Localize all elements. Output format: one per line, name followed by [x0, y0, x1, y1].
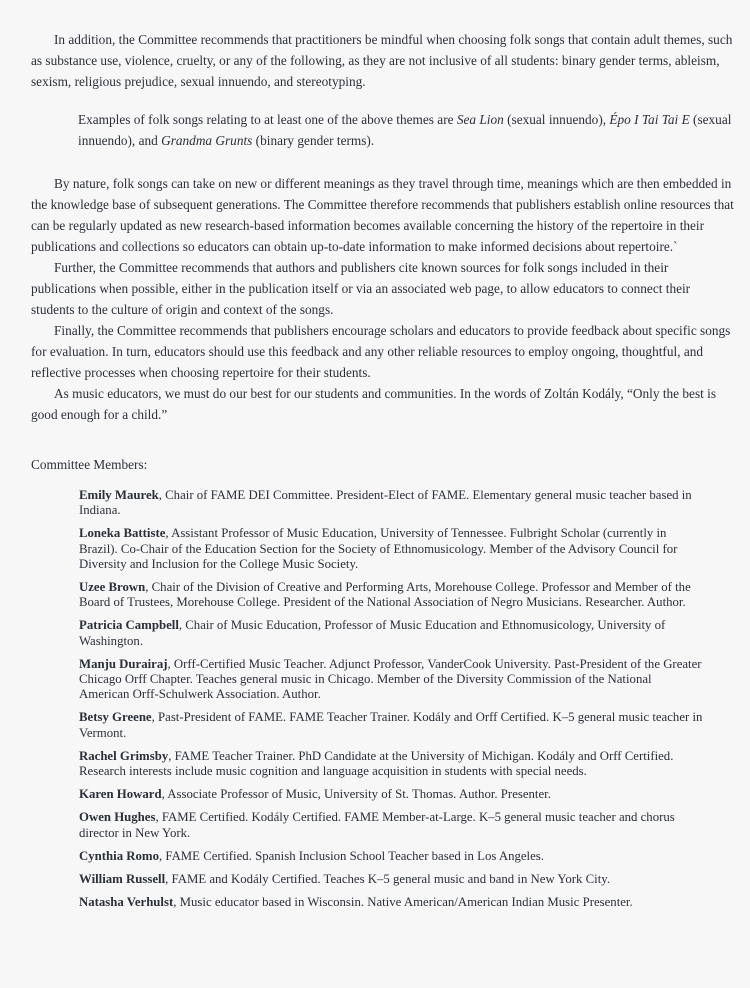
- member-name: William Russell: [79, 872, 166, 887]
- member-entry: [79, 618, 704, 648]
- example-mid2: (sexual innuendo), and: [78, 112, 732, 148]
- member-entry: [79, 849, 704, 864]
- member-name: Cynthia Romo: [79, 848, 159, 863]
- song-title-sea-lion: Sea Lion: [456, 112, 504, 127]
- member-entry: [79, 895, 704, 910]
- member-name: Rachel Grimsby: [79, 748, 169, 763]
- paragraph-adult-themes: In addition, the Committee recommends that practitioners be mindful when choosing folk songs that contain adult themes, such as substance use, violence, cruelty, or any of the following, as they are not inclusive of all students: binary gender terms, ableism, sexism, religious prejudice, sexual innuendo, and stereotyping.: [31, 32, 733, 89]
- member-name: Loneka Battiste: [79, 526, 166, 541]
- paragraph-meanings: By nature, folk songs can take on new or different meanings as they travel through time, meanings which are then embedded in the knowledge base of subsequent generations. The Committee therefore recommends that publishers establish online resources that can be regularly updated as new research-based information becomes available concerning the history of the repertoire in their publications and collections so educators can obtain up-to-date information to make informed decisions about repertoire.`: [31, 176, 734, 254]
- member-entry: [79, 710, 704, 740]
- member-name: Patricia Campbell: [79, 618, 179, 633]
- member-entry: [79, 810, 704, 840]
- member-description: , Chair of the Division of Creative and Performing Arts, Morehouse College. Professor and Member of the Board of Trustees, Morehouse College. President of the National Association of Negro Musicians. Researcher. Author.: [79, 580, 691, 610]
- paragraph-kodaly-quote: As music educators, we must do our best for our students and communities. In the words of Zoltán Kodály, “Only the best is good enough for a child.”: [31, 386, 717, 422]
- committee-members-list: [79, 488, 704, 910]
- member-entry: [79, 580, 704, 610]
- paragraph-cite-sources: Further, the Committee recommends that authors and publishers cite known sources for folk songs included in their publications when possible, either in the publication itself or via an associated web page, to allow educators to connect their students to the culture of origin and context of the songs.: [31, 260, 691, 317]
- member-description: , Music educator based in Wisconsin. Native American/American Indian Music Presenter.: [173, 895, 633, 910]
- member-entry: [79, 749, 704, 779]
- member-entry: [79, 488, 704, 518]
- example-mid1: (sexual innuendo),: [503, 112, 610, 127]
- committee-heading: Committee Members:: [31, 457, 148, 472]
- member-description: , FAME and Kodály Certified. Teaches K–5 general music and band in New York City.: [165, 872, 611, 887]
- member-description: , Past-President of FAME. FAME Teacher Trainer. Kodály and Orff Certified. K–5 general music teacher in Vermont.: [79, 710, 703, 740]
- member-name: Manju Durairaj: [79, 656, 168, 671]
- member-description: , Orff-Certified Music Teacher. Adjunct Professor, VanderCook University. Past-President of the Greater Chicago Orff Chapter. Teaches general music in Chicago. Member of the Diversity Commission of the National American Orff-Schulwerk Association. Author.: [79, 656, 702, 702]
- member-description: , FAME Certified. Spanish Inclusion School Teacher based in Los Angeles.: [159, 848, 544, 863]
- member-entry: [79, 787, 704, 802]
- member-name: Natasha Verhulst: [79, 895, 174, 910]
- song-title-epo-i-tai-tai-e: Épo I Tai Tai E: [609, 112, 690, 127]
- member-description: , Associate Professor of Music, University of St. Thomas. Author. Presenter.: [161, 787, 551, 802]
- member-name: Uzee Brown: [79, 580, 146, 595]
- paragraph-feedback: Finally, the Committee recommends that publishers encourage scholars and educators to provide feedback about specific songs for evaluation. In turn, educators should use this feedback and any other reliable resources to employ ongoing, thoughtful, and reflective processes when choosing repertoire for their students.: [31, 323, 731, 380]
- member-description: , FAME Teacher Trainer. PhD Candidate at the University of Michigan. Kodály and Orff Certified. Research interests include music cognition and language acquisition in students with special needs.: [79, 748, 674, 779]
- member-description: , Chair of Music Education, Professor of Music Education and Ethnomusicology, University of Washington.: [79, 618, 666, 648]
- member-entry: [79, 526, 704, 572]
- member-name: Betsy Greene: [79, 710, 152, 725]
- example-lead: Examples of folk songs relating to at least one of the above themes are: [78, 112, 457, 127]
- example-songs-paragraph: [78, 109, 734, 151]
- member-description: , FAME Certified. Kodály Certified. FAME Member-at-Large. K–5 general music teacher and chorus director in New York.: [79, 810, 675, 840]
- member-name: Karen Howard: [79, 787, 162, 802]
- example-tail: (binary gender terms).: [252, 133, 375, 148]
- member-entry: [79, 657, 704, 703]
- member-description: , Chair of FAME DEI Committee. President-Elect of FAME. Elementary general music teacher based in Indiana.: [79, 488, 692, 518]
- song-title-grandma-grunts: Grandma Grunts: [161, 133, 253, 148]
- member-name: Emily Maurek: [79, 488, 159, 502]
- member-description: , Assistant Professor of Music Education, University of Tennessee. Fulbright Scholar (currently in Brazil). Co-Chair of the Education Section for the Society of Ethnomusicology. Member of the Advisory Council for Diversity and Inclusion for the College Music Society.: [79, 526, 678, 571]
- member-entry: [79, 872, 704, 887]
- member-name: Owen Hughes: [79, 810, 156, 825]
